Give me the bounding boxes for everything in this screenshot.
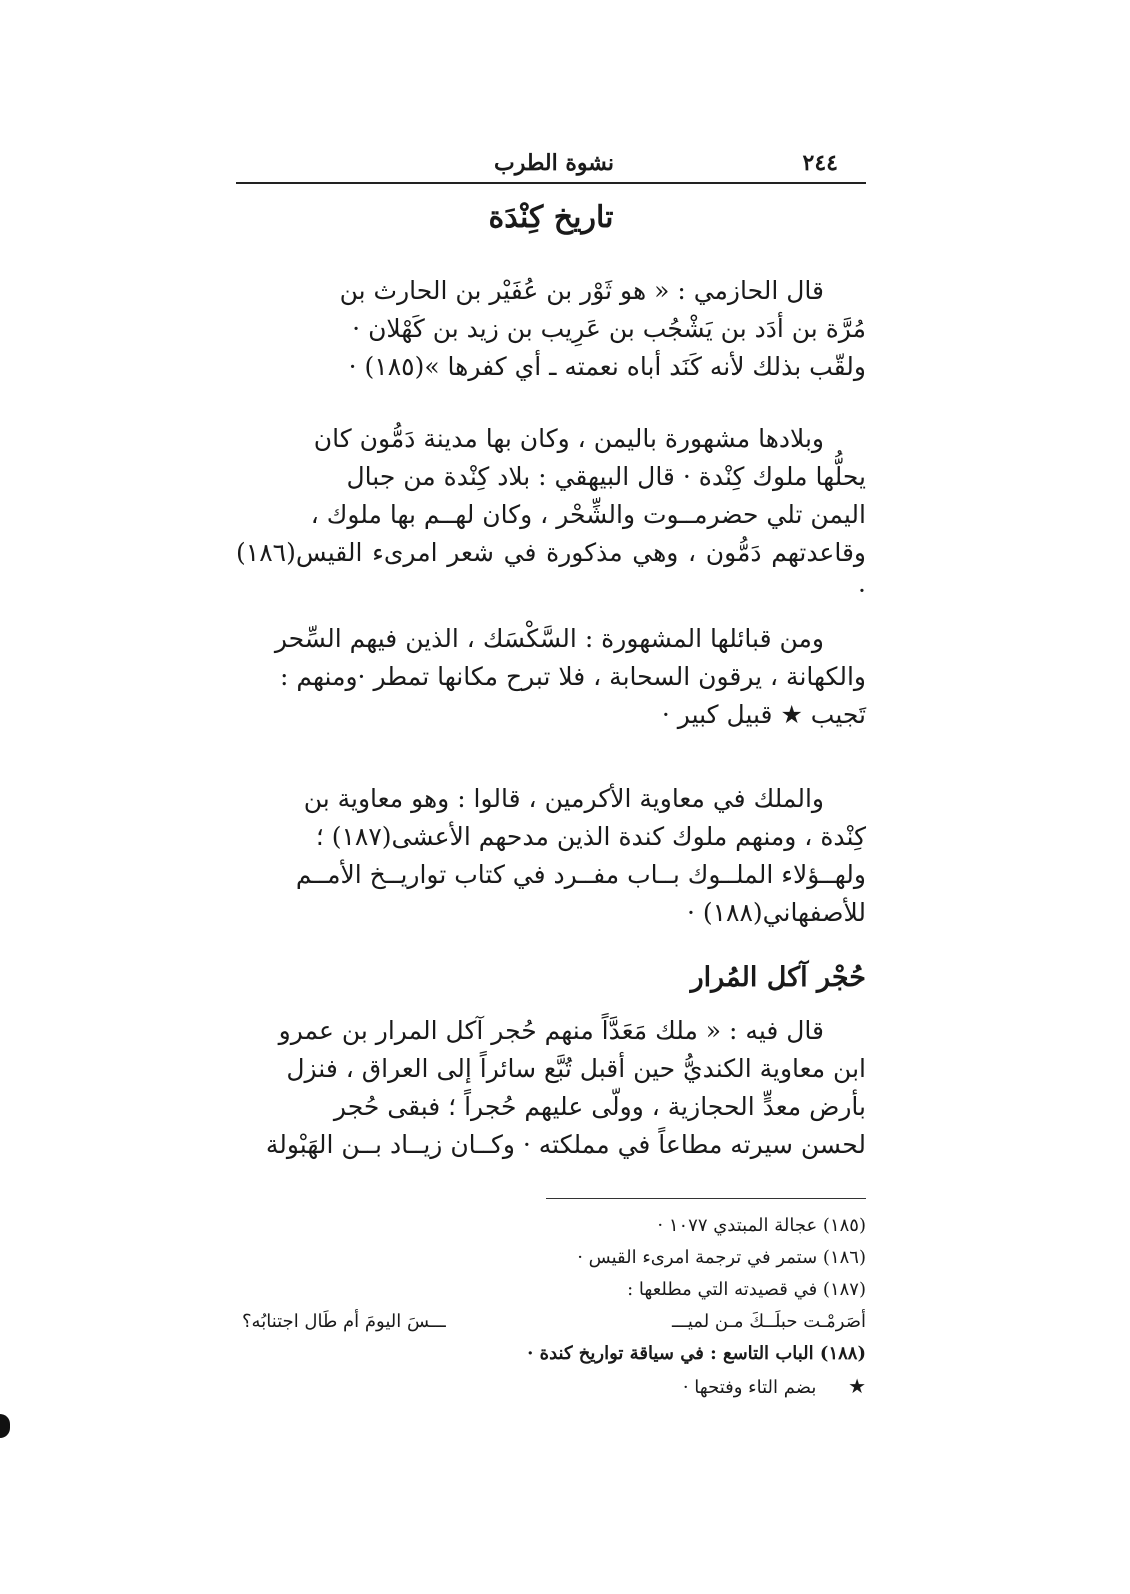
footnote-star bbox=[236, 1370, 866, 1404]
text-line: ولقّب بذلك لأنه كَنَد أباه نعمته ـ أي كفرها »(١٨٥) · bbox=[348, 352, 866, 381]
scan-edge-mark bbox=[0, 1414, 10, 1438]
star-note: بضم التاء وفتحها · bbox=[682, 1377, 817, 1398]
text-line: للأصفهاني(١٨٨) · bbox=[686, 898, 866, 927]
paragraph-2 bbox=[236, 420, 866, 610]
text-line: ومن قبائلها المشهورة : السَّكْسَك ، الذين فيهم السِّحر bbox=[274, 624, 824, 653]
footnote-188: (١٨٨) الباب التاسع : في سياقة تواريخ كندة · bbox=[527, 1343, 866, 1364]
section-title: تاريخ كِنْدَة bbox=[488, 200, 614, 235]
paragraph-1 bbox=[236, 272, 866, 386]
text-line: قال فيه : « ملك مَعَدَّاً منهم حُجر آكل المرار بن عمرو bbox=[278, 1016, 824, 1045]
text-line: لحسن سيرته مطاعاً في مملكته · وكــان زيــاد بــن الهَبْولة bbox=[265, 1130, 866, 1159]
text-line: ولهــؤلاء الملــوك بــاب مفــرد في كتاب تواريــخ الأمــم bbox=[295, 860, 866, 889]
footnote-divider bbox=[546, 1198, 866, 1199]
verse-second-hemistich: ـــسَ اليومَ أم طَال اجتنابُه؟ bbox=[242, 1311, 446, 1332]
text-line: والملك في معاوية الأكرمين ، قالوا : وهو معاوية بن bbox=[303, 784, 824, 813]
text-line: اليمن تلي حضرمــوت والشِّحْر ، وكان لهــم بها ملوك ، bbox=[310, 500, 866, 529]
text-line: مُرَّة بن أدَد بن يَشْجُب بن عَرِيب بن زيد بن كَهْلان · bbox=[352, 314, 866, 343]
paragraph-5 bbox=[236, 1012, 866, 1164]
text-line: قال الحازمي : « هو ثَوْر بن عُفَيْر بن الحارث بن bbox=[339, 276, 824, 305]
paragraph-3 bbox=[236, 620, 866, 734]
paragraph-4 bbox=[236, 780, 866, 932]
text-line: يحلُّها ملوك كِنْدة · قال البيهقي : بلاد كِنْدة من جبال bbox=[346, 462, 866, 491]
footnote-186: (١٨٦) ستمر في ترجمة امرىء القيس · bbox=[577, 1247, 866, 1268]
subsection-title: حُجْر آكل المُرار bbox=[690, 962, 866, 993]
text-line: وقاعدتهم دَمُّون ، وهي مذكورة في شعر امرىء القيس(١٨٦) · bbox=[236, 538, 866, 605]
page-header bbox=[236, 150, 866, 184]
footnote-187: (١٨٧) في قصيدته التي مطلعها : bbox=[627, 1279, 866, 1300]
footnote-verse bbox=[236, 1306, 866, 1338]
text-line: تَجيب ★ قبيل كبير · bbox=[661, 700, 866, 729]
text-line: بأرض معدٍّ الحجازية ، وولّى عليهم حُجراً ؛ فبقى حُجر bbox=[333, 1092, 866, 1121]
verse-first-hemistich: أصَرمْـت حبلَــكَ مـن لميـــ bbox=[672, 1311, 866, 1332]
star-icon: ★ bbox=[848, 1374, 866, 1398]
text-line: والكهانة ، يرقون السحابة ، فلا تبرح مكانها تمطر ·ومنهم : bbox=[280, 662, 866, 691]
page-number: ٢٤٤ bbox=[802, 150, 838, 176]
footnote-185: (١٨٥) عجالة المبتدي ١٠٧٧ · bbox=[657, 1215, 866, 1236]
text-line: كِنْدة ، ومنهم ملوك كندة الذين مدحهم الأعشى(١٨٧) ؛ bbox=[315, 822, 866, 851]
footnotes bbox=[236, 1210, 866, 1404]
text-line: وبلادها مشهورة باليمن ، وكان بها مدينة دَمُّون كان bbox=[313, 424, 824, 453]
text-line: ابن معاوية الكنديُّ حين أقبل تُبَّع سائراً إلى العراق ، فنزل bbox=[286, 1054, 866, 1083]
running-title: نشوة الطرب bbox=[493, 150, 614, 176]
